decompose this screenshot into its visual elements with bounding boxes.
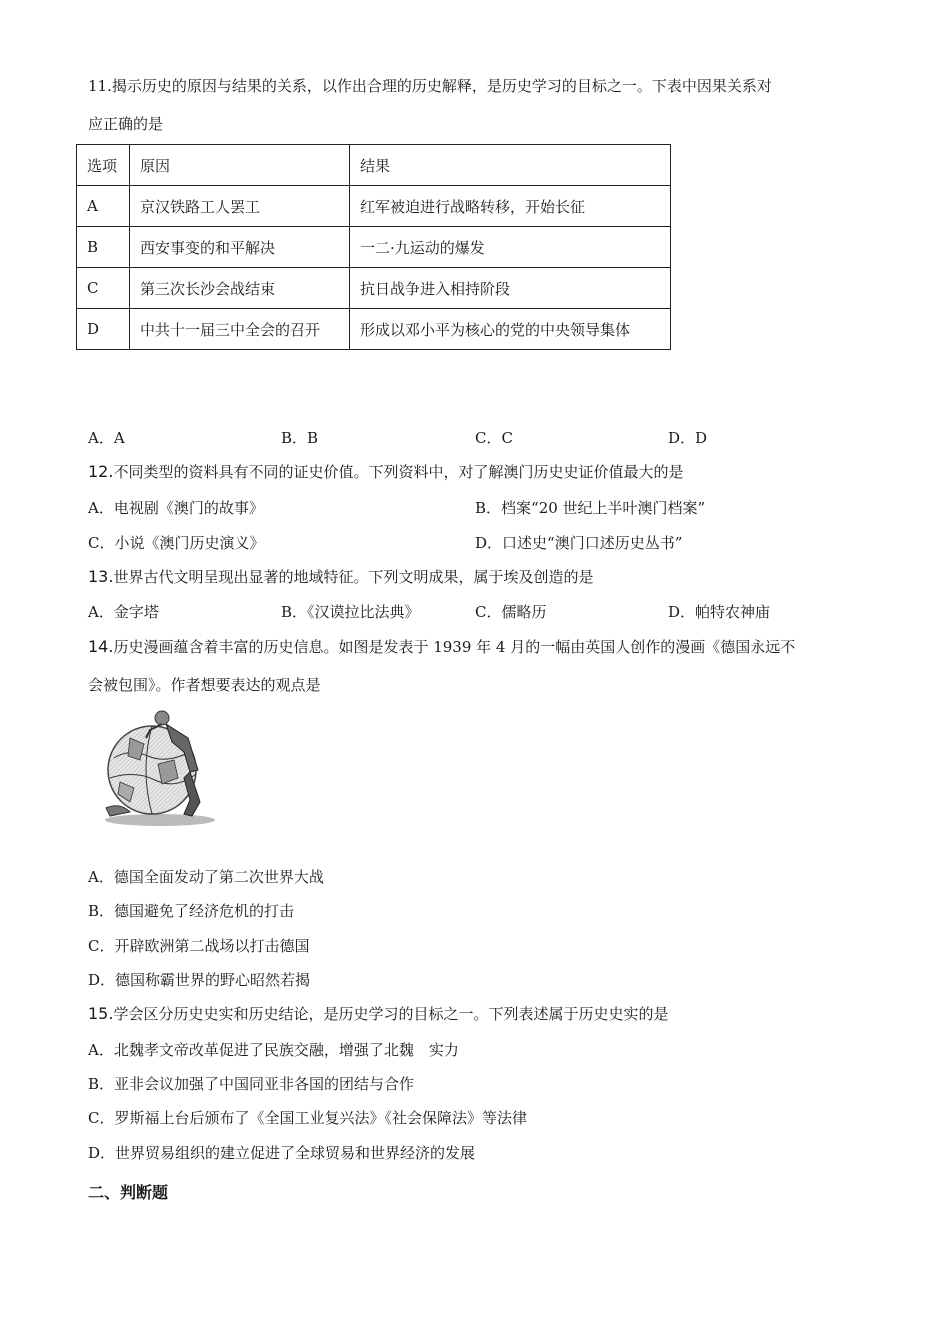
q11-option-a: A．A: [88, 429, 125, 447]
q14-option-c: C．开辟欧洲第二战场以打击德国: [88, 937, 310, 955]
q13-stem-text: 世界古代文明呈现出显著的地域特征。下列文明成果，属于埃及创造的是: [113, 568, 594, 586]
q13-option-b: B．《汉谟拉比法典》: [281, 603, 420, 621]
table-header-cell: 结果: [350, 145, 671, 186]
table-cell: 第三次长沙会战结束: [130, 268, 350, 309]
q15-number: 15.: [88, 1004, 114, 1023]
table-cell: 西安事变的和平解决: [130, 227, 350, 268]
table-cell: 形成以邓小平为核心的党的中央领导集体: [350, 309, 671, 350]
q13-option-c: C．儒略历: [475, 603, 547, 621]
q13-option-a: A．金字塔: [88, 603, 159, 621]
table-row: [77, 227, 671, 268]
q15-option-d: D．世界贸易组织的建立促进了全球贸易和世界经济的发展: [88, 1144, 476, 1162]
table-cell: 中共十一届三中全会的召开: [130, 309, 350, 350]
q11-option-b: B．B: [281, 429, 319, 447]
q13-option-d: D．帕特农神庙: [668, 603, 771, 621]
q14-stem-line2: 会被包围》。作者想要表达的观点是: [88, 676, 321, 694]
q11-option-c: C．C: [475, 429, 513, 447]
q14-option-b: B．德国避免了经济危机的打击: [88, 902, 295, 920]
q13-number: 13.: [88, 567, 114, 586]
q14-stem-line1: [88, 637, 795, 657]
table-row: [77, 268, 671, 309]
q12-option-a: A．电视剧《澳门的故事》: [88, 499, 264, 517]
cartoon-globe-figure-illustration: [100, 708, 220, 828]
q14-number: 14.: [88, 637, 114, 656]
q11-stem-line1: 11.揭示历史的原因与结果的关系，以作出合理的历史解释，是历史学习的目标之一。下表中因果关系对: [88, 77, 772, 95]
table-row: [77, 186, 671, 227]
q14-option-a: A．德国全面发动了第二次世界大战: [88, 868, 324, 886]
q12-number: 12.: [88, 462, 114, 481]
table-cell: 京汉铁路工人罢工: [130, 186, 350, 227]
q13-stem: [88, 567, 593, 587]
table-cell: C: [77, 268, 130, 309]
q11-option-d: D．D: [668, 429, 708, 447]
table-cell: B: [77, 227, 130, 268]
q15-option-c: C．罗斯福上台后颁布了《全国工业复兴法》《社会保障法》等法律: [88, 1109, 527, 1127]
table-row: [77, 309, 671, 350]
table-cell: 红军被迫进行战略转移，开始长征: [350, 186, 671, 227]
q11-stem-line2: 应正确的是: [88, 115, 164, 133]
q12-option-b: B．档案“20 世纪上半叶澳门档案”: [475, 499, 706, 517]
q15-stem: [88, 1004, 668, 1024]
q14-option-d: D．德国称霸世界的野心昭然若揭: [88, 971, 311, 989]
q12-option-d: D．口述史“澳门口述历史丛书”: [475, 534, 683, 552]
q12-option-c: C．小说《澳门历史演义》: [88, 534, 265, 552]
table-header-row: [77, 145, 671, 186]
table-cell: 一二·九运动的爆发: [350, 227, 671, 268]
q15-stem-text: 学会区分历史史实和历史结论，是历史学习的目标之一。下列表述属于历史史实的是: [113, 1005, 669, 1023]
table-cell: 抗日战争进入相持阶段: [350, 268, 671, 309]
cause-effect-table: [76, 144, 671, 350]
q15-option-b: B．亚非会议加强了中国同亚非各国的团结与合作: [88, 1075, 415, 1093]
section-title: 二、判断题: [88, 1183, 169, 1202]
q15-option-a: A．北魏孝文帝改革促进了民族交融，增强了北魏 实力: [88, 1041, 459, 1059]
q12-stem-text: 不同类型的资料具有不同的证史价值。下列资料中，对了解澳门历史史证价值最大的是: [113, 463, 684, 481]
table-cell: D: [77, 309, 130, 350]
table-header-cell: 原因: [130, 145, 350, 186]
q14-stem-text: 历史漫画蕴含着丰富的历史信息。如图是发表于 1939 年 4 月的一幅由英国人创作的漫画《德国永远不: [113, 638, 796, 656]
table-cell: A: [77, 186, 130, 227]
q12-stem: [88, 462, 683, 482]
table-header-cell: 选项: [77, 145, 130, 186]
